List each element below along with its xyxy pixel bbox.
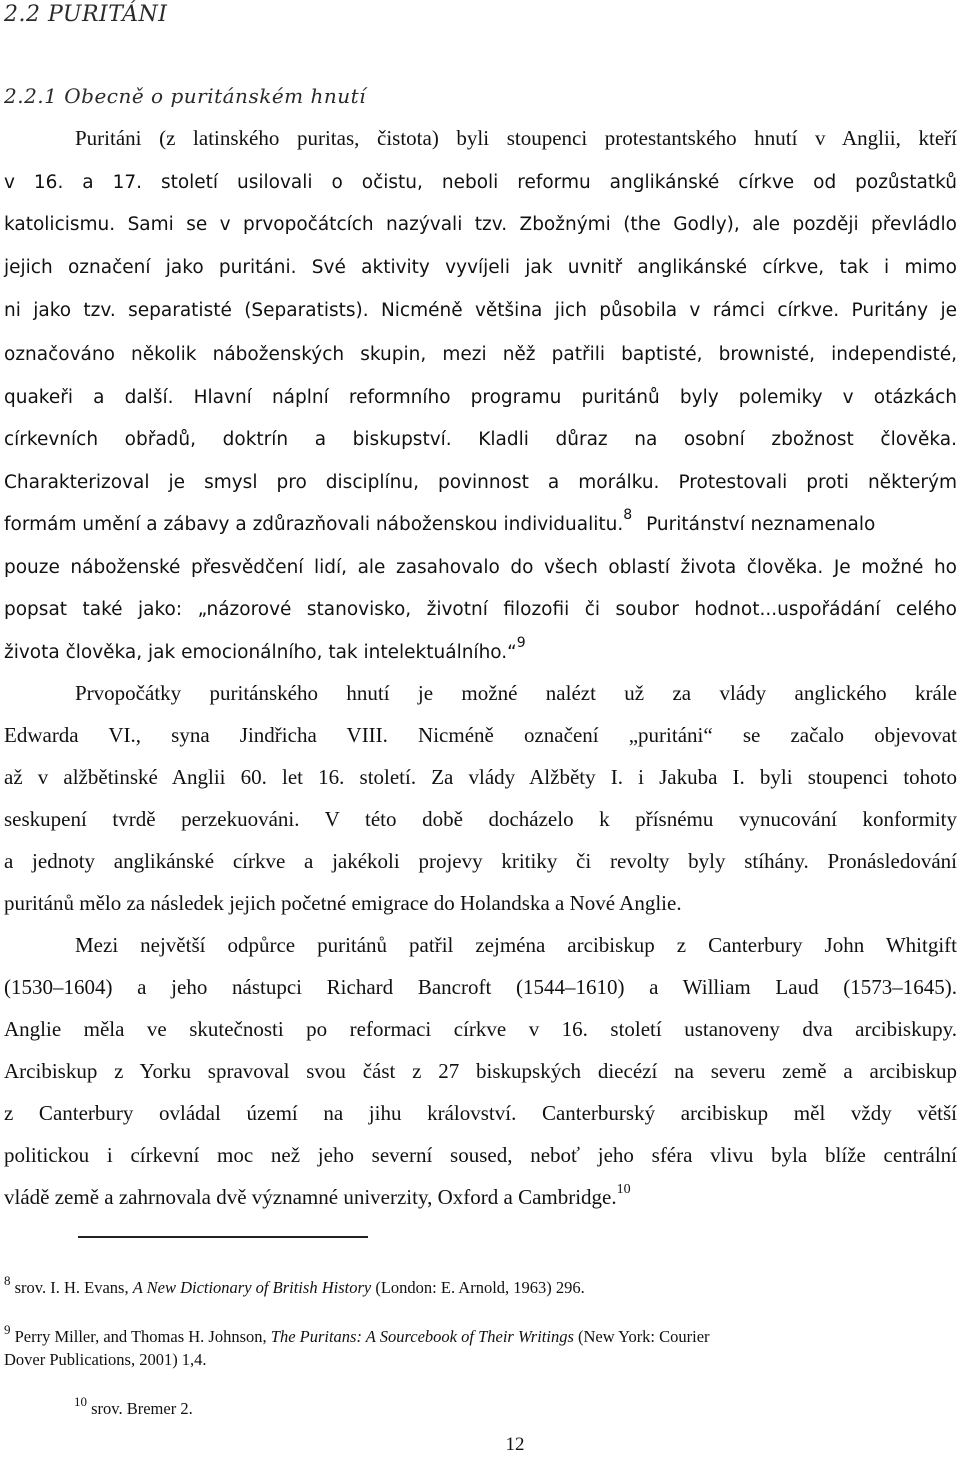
footnote-number: 9 [4,1322,11,1337]
body-line: Edwarda VI., syna Jindřicha VIII. Nicméně označení „puritáni“ se začalo objevovat [4,723,957,747]
page-number: 12 [505,1434,525,1455]
footnote-9 [4,1322,710,1348]
footnote-number: 8 [4,1273,11,1288]
footnote-ref: 10 [616,1182,631,1197]
body-line: a jednoty anglikánské církve a jakékoli projevy kritiky či revolty byly stíhány. Pronásledování [4,849,957,873]
body-text: života člověka, jak emocionálního, tak intelektuálního.“ [4,642,517,663]
body-line: Prvopočátky puritánského hnutí je možné nalézt už za vlády anglického krále [75,681,957,705]
footnote-10 [4,1394,193,1420]
body-line: jejich označení jako puritáni. Své aktivity vyvíjeli jak uvnitř anglikánské církve, tak i mimo [4,257,957,278]
body-line: Arcibiskup z Yorku spravoval svou část z 27 biskupských diecézí na severu země a arcibiskup [4,1059,957,1083]
body-line: církevních obřadů, doktrín a biskupství. Kladli důraz na osobní zbožnost člověka. [4,429,957,450]
body-line: ni jako tzv. separatisté (Separatists). Nicméně většina jich působila v rámci církve. Puritány je [4,300,957,321]
body-line: Puritáni (z latinského puritas, čistota) byli stoupenci protestantského hnutí v Anglii, kteří [75,126,957,150]
body-text: vládě země a zahrnovala dvě významné univerzity, Oxford a Cambridge. [4,1185,617,1209]
body-text: formám umění a zábavy a zdůrazňovali náboženskou individualitu. [4,514,624,535]
footnote-text: srov. I. H. Evans, A New Dictionary of British History (London: E. Arnold, 1963) 296. [14,1278,585,1297]
body-line: katolicismu. Sami se v prvopočátcích nazývali tzv. Zbožnými (the Godly), ale později převládlo [4,214,957,235]
body-line [4,635,957,666]
footnote-9-cont: Dover Publications, 2001) 1,4. [4,1350,207,1369]
footnote-text: srov. Bremer 2. [91,1399,193,1418]
body-line: až v alžbětinské Anglii 60. let 16. století. Za vlády Alžběty I. i Jakuba I. byli stoupenci tohoto [4,765,957,789]
body-line: z Canterbury ovládal území na jihu království. Canterburský arcibiskup měl vždy větší [4,1101,957,1125]
body-line: Anglie měla ve skutečnosti po reformaci církve v 16. století ustanoveny dva arcibiskupy. [4,1017,957,1041]
footnote-number: 10 [74,1394,87,1409]
body-line: (1530–1604) a jeho nástupci Richard Bancroft (1544–1610) a William Laud (1573–1645). [4,975,957,999]
section-heading: 2.2 PURITÁNI [4,2,168,27]
body-line: označováno několik náboženských skupin, mezi něž patřili baptisté, brownisté, independisté, [4,344,957,365]
body-line: seskupení tvrdě perzekuováni. V této době docházelo k přísnému vynucování konformity [4,807,957,831]
footnote-text: Perry Miller, and Thomas H. Johnson, The Puritans: A Sourcebook of Their Writings (New York: Courier [14,1327,710,1346]
footnote-8 [4,1273,585,1299]
subsection-heading: 2.2.1 Obecně o puritánském hnutí [4,84,367,108]
body-line: politickou i církevní moc než jeho severní soused, neboť jeho sféra vlivu byla blíže centrální [4,1143,957,1167]
footnote-separator [78,1236,368,1238]
footnote-ref: 8 [623,507,633,523]
body-line: v 16. a 17. století usilovali o očistu, neboli reformu anglikánské církve od pozůstatků [4,172,957,193]
body-line: popsat také jako: „názorové stanovisko, životní filozofii či soubor hodnot...uspořádání celého [4,599,957,620]
footnote-ref: 9 [516,635,526,651]
body-line: Charakterizoval je smysl pro disciplínu, povinnost a morálku. Protestovali proti některým [4,472,957,493]
body-line: Mezi největší odpůrce puritánů patřil zejména arcibiskup z Canterbury John Whitgift [75,933,957,957]
body-line: pouze náboženské přesvědčení lidí, ale zasahovalo do všech oblastí života člověka. Je možné ho [4,557,957,578]
body-text: Puritánství neznamenalo [646,514,876,535]
body-line [4,1184,957,1210]
body-line: quakeři a další. Hlavní náplní reformního programu puritánů byly polemiky v otázkách [4,387,957,408]
body-line: puritánů mělo za následek jejich početné emigrace do Holandska a Nové Anglie. [4,891,682,915]
body-line [4,507,957,538]
